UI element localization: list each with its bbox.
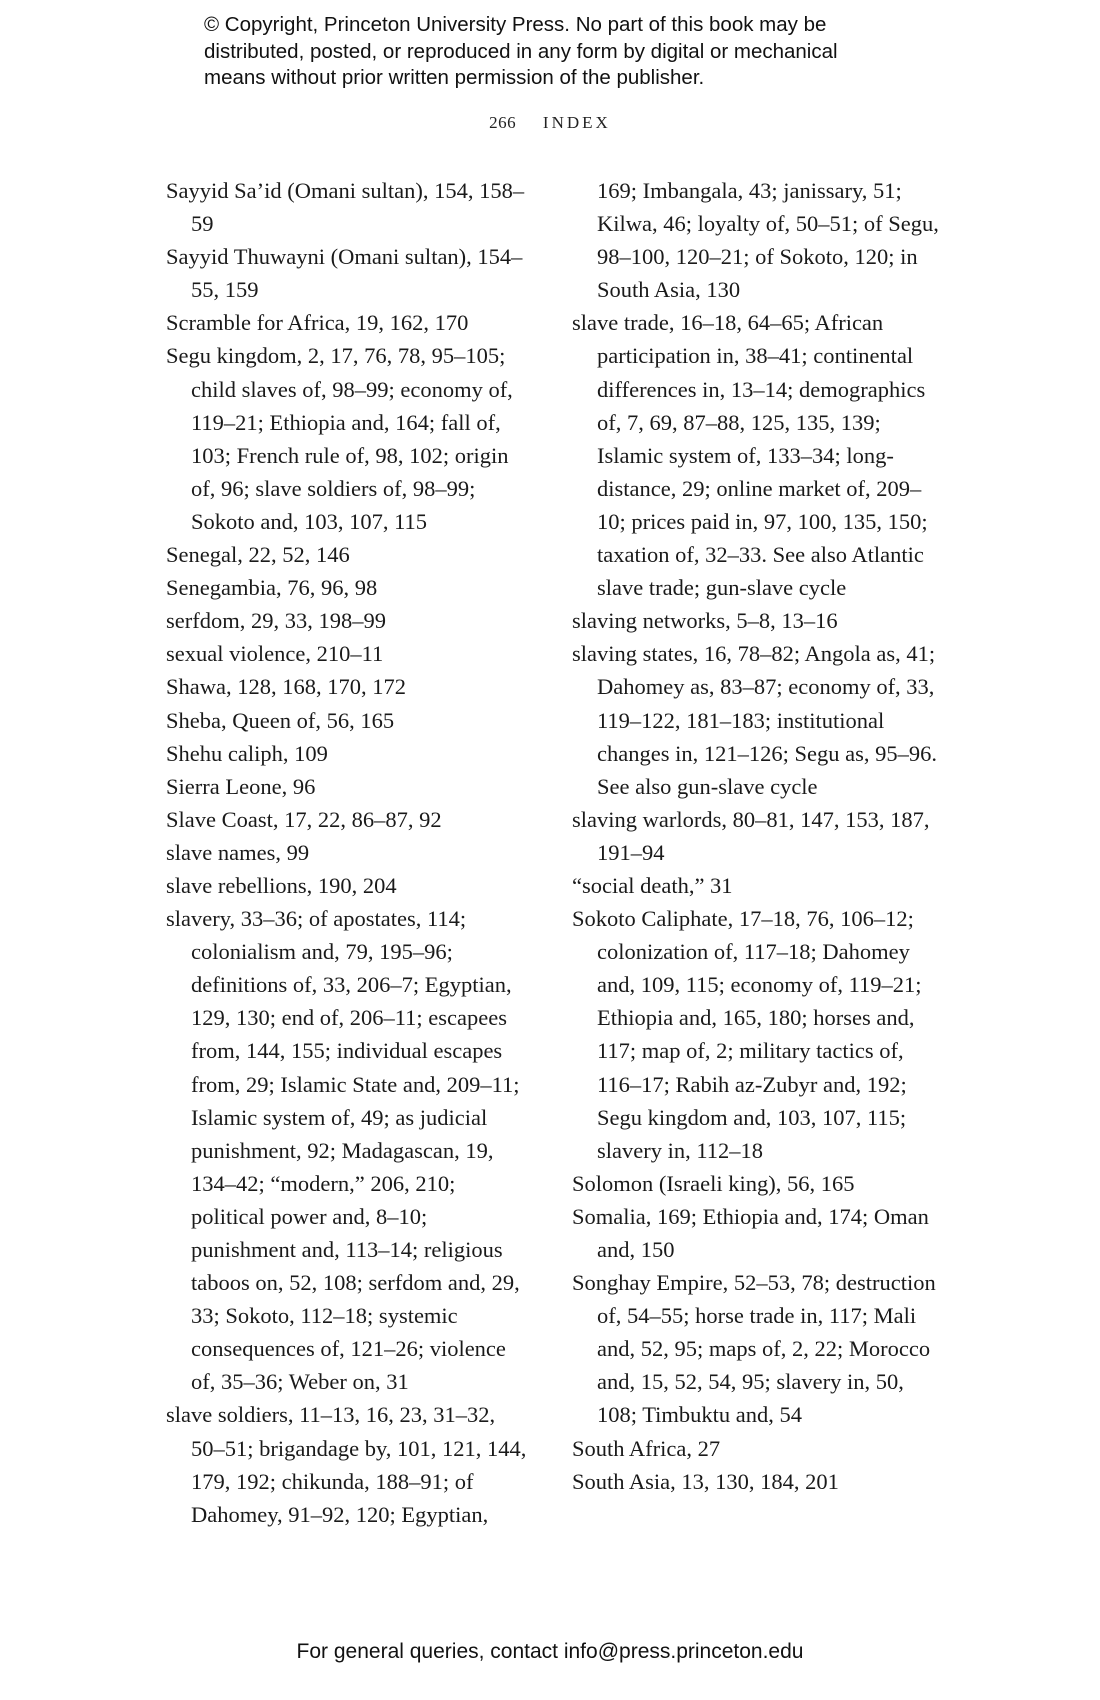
index-entry: Songhay Empire, 52–53, 78; destruction of, 54–55; horse trade in, 117; Mali and, 52, 95; maps of, 2, 22; Morocco and, 15, 52, 54, 95; slavery in, 50, 108; Timbuktu and, 54: [572, 1270, 936, 1428]
index-entry: slave rebellions, 190, 204: [166, 872, 397, 898]
index-column-left: [166, 174, 528, 1531]
index-entry: slave names, 99: [166, 839, 310, 865]
footer-contact: For general queries, contact info@press.princeton.edu: [296, 1640, 804, 1663]
index-entry: slavery, 33–36; of apostates, 114; colonialism and, 79, 195–96; definitions of, 33, 206–7; Egyptian, 129, 130; end of, 206–11; escapees from, 144, 155; individual escapes from, 29; Islamic State and, 209–11; Islamic system of, 49; as judicial punishment, 92; Madagascan, 19, 134–42; “modern,” 206, 210; political power and, 8–10; punishment and, 113–14; religious taboos on, 52, 108; serfdom and, 29, 33; Sokoto, 112–18; systemic consequences of, 121–26; violence of, 35–36; Weber on, 31: [166, 906, 520, 1395]
index-entry: “social death,” 31: [572, 872, 733, 898]
index-entry: Slave Coast, 17, 22, 86–87, 92: [166, 806, 442, 832]
index-entry: slaving warlords, 80–81, 147, 153, 187, 191–94: [572, 806, 930, 865]
index-entry: Sokoto Caliphate, 17–18, 76, 106–12; colonization of, 117–18; Dahomey and, 109, 115; economy of, 119–21; Ethiopia and, 165, 180; horses and, 117; map of, 2; military tactics of, 116–17; Rabih az-Zubyr and, 192; Segu kingdom and, 103, 107, 115; slavery in, 112–18: [572, 906, 922, 1163]
index-entry: Sierra Leone, 96: [166, 773, 316, 799]
index-entry-continuation: 169; Imbangala, 43; janissary, 51; Kilwa, 46; loyalty of, 50–51; of Segu, 98–100, 120–21; of Sokoto, 120; in South Asia, 130: [597, 178, 939, 303]
copyright-line: © Copyright, Princeton University Press. No part of this book may be: [204, 13, 827, 36]
index-entry: Sheba, Queen of, 56, 165: [166, 707, 395, 733]
page-number: 266: [489, 113, 517, 132]
index-entry: Sayyid Thuwayni (Omani sultan), 154–55, 159: [166, 244, 523, 303]
index-entry: Senegal, 22, 52, 146: [166, 542, 350, 568]
index-entry: Somalia, 169; Ethiopia and, 174; Oman and, 150: [572, 1203, 929, 1262]
index-entry: South Africa, 27: [572, 1435, 721, 1461]
running-head: [0, 113, 1100, 133]
index-entry: Shehu caliph, 109: [166, 740, 328, 766]
index-entry: slaving networks, 5–8, 13–16: [572, 608, 838, 634]
index-entry: sexual violence, 210–11: [166, 641, 384, 667]
page-title: INDEX: [542, 113, 611, 132]
copyright-notice: [204, 12, 964, 92]
index-column-right: [572, 174, 942, 1498]
index-entry: Sayyid Sa’id (Omani sultan), 154, 158–59: [166, 178, 525, 237]
index-entry: slave soldiers, 11–13, 16, 23, 31–32, 50–51; brigandage by, 101, 121, 144, 179, 192; chikunda, 188–91; of Dahomey, 91–92, 120; Egyptian,: [166, 1402, 527, 1527]
index-entry: Scramble for Africa, 19, 162, 170: [166, 310, 469, 336]
copyright-line: means without prior written permission of the publisher.: [204, 66, 705, 89]
copyright-line: distributed, posted, or reproduced in any form by digital or mechanical: [204, 39, 838, 63]
index-entry: South Asia, 13, 130, 184, 201: [572, 1468, 839, 1494]
index-entry: Senegambia, 76, 96, 98: [166, 575, 378, 601]
index-entry: serfdom, 29, 33, 198–99: [166, 608, 386, 634]
index-entry: Shawa, 128, 168, 170, 172: [166, 674, 406, 700]
index-entry: slave trade, 16–18, 64–65; African participation in, 38–41; continental differences in, 13–14; demographics of, 7, 69, 87–88, 125, 135, 139; Islamic system of, 133–34; long-distance, 29; online market of, 209–10; prices paid in, 97, 100, 135, 150; taxation of, 32–33. See also Atlantic slave trade; gun-slave cycle: [572, 310, 928, 601]
index-entry: slaving states, 16, 78–82; Angola as, 41; Dahomey as, 83–87; economy of, 33, 119–122, 181–183; institutional changes in, 121–126; Segu as, 95–96. See also gun-slave cycle: [572, 641, 937, 799]
index-entry: Solomon (Israeli king), 56, 165: [572, 1170, 855, 1196]
index-entry: Segu kingdom, 2, 17, 76, 78, 95–105; child slaves of, 98–99; economy of, 119–21; Ethiopia and, 164; fall of, 103; French rule of, 98, 102; origin of, 96; slave soldiers of, 98–99; Sokoto and, 103, 107, 115: [166, 343, 513, 534]
